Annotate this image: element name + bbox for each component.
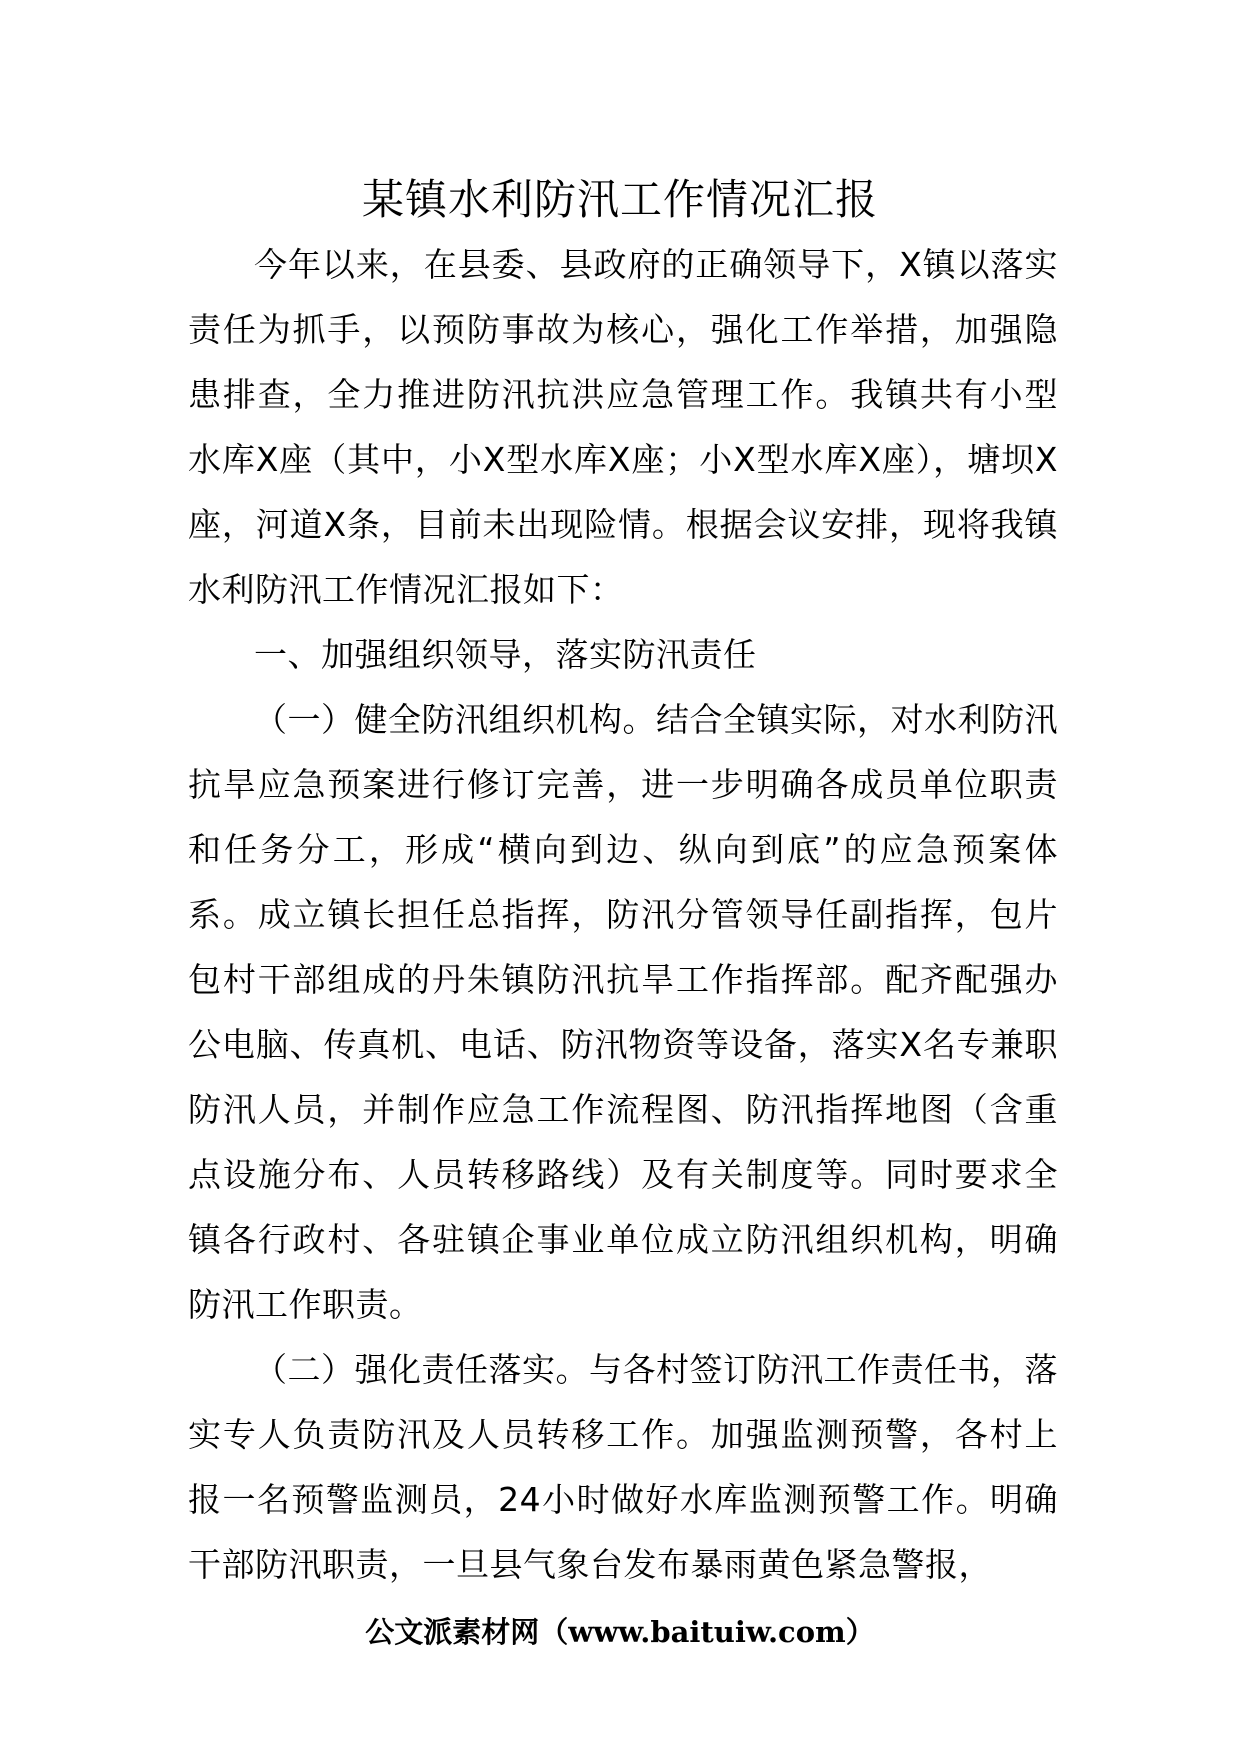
section-heading-1: 一、加强组织领导，落实防汛责任 <box>254 635 757 674</box>
intro-paragraph: 今年以来，在县委、县政府的正确领导下，X镇以落实责任为抓手，以预防事故为核心，强化工作举措，加强隐患排查，全力推进防汛抗洪应急管理工作。我镇共有小型水库X座（其中，小X型水库X座；小X型水库X座），塘坝X座，河道X条，目前未出现险情。根据会议安排，现将我镇水利防汛工作情况汇报如下： <box>188 245 1058 609</box>
subsection-paragraph-2: （二）强化责任落实。与各村签订防汛工作责任书，落实专人负责防汛及人员转移工作。加强监测预警，各村上报一名预警监测员，24小时做好水库监测预警工作。明确干部防汛职责，一旦县气象台发布暴雨黄色紧急警报， <box>188 1350 1058 1584</box>
source-watermark-footer: 公文派素材网（www.baituiw.com） <box>365 1615 875 1649</box>
subsection-paragraph-1: （一）健全防汛组织机构。结合全镇实际，对水利防汛抗旱应急预案进行修订完善，进一步明确各成员单位职责和任务分工，形成“横向到边、纵向到底”的应急预案体系。成立镇长担任总指挥，防汛分管领导任副指挥，包片包村干部组成的丹朱镇防汛抗旱工作指挥部。配齐配强办公电脑、传真机、电话、防汛物资等设备，落实X名专兼职防汛人员，并制作应急工作流程图、防汛指挥地图（含重点设施分布、人员转移路线）及有关制度等。同时要求全镇各行政村、各驻镇企事业单位成立防汛组织机构，明确防汛工作职责。 <box>188 700 1058 1324</box>
document-body <box>188 232 1058 1597</box>
document-title: 某镇水利防汛工作情况汇报 <box>361 175 878 224</box>
